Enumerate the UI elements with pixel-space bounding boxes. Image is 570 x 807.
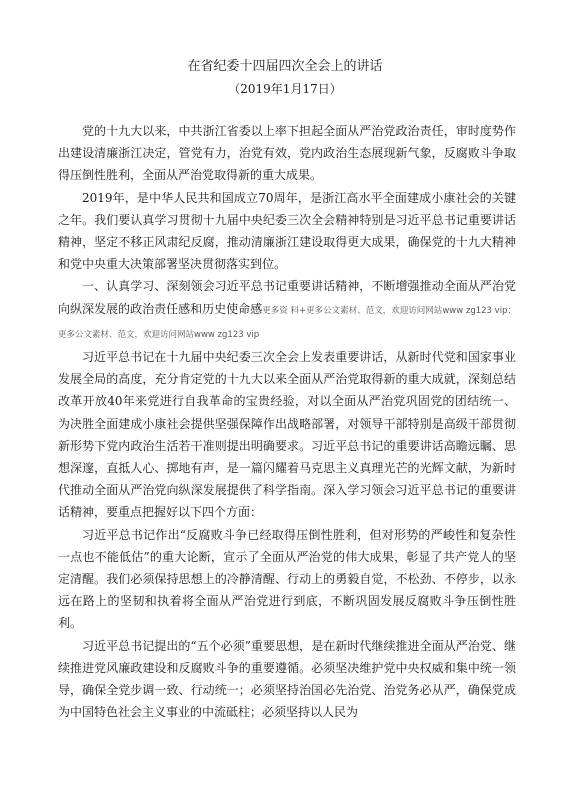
section-heading-paragraph [58, 275, 516, 346]
section-heading: 一、认真学习、深刻领会习近平总书记重要讲话精神，不断增强推动全面从严治党向纵深发展的政治责任感和历史使命感 [58, 279, 516, 316]
paragraph-1: 党的十九大以来，中共浙江省委以上率下担起全面从严治党政治责任，审时度势作出建设清廉浙江决定，管党有力，治党有效，党内政治生态展现新气象，反腐败斗争取得压倒性胜利，全面从严治党取得新的重大成果。 [58, 124, 516, 183]
paragraph-4: 习近平总书记作出“反腐败斗争已经取得压倒性胜利，但对形势的严峻性和复杂性一点也不能低估”的重大论断，宣示了全面从严治党的伟大成果，彰显了共产党人的坚定清醒。我们必须保持思想上的冷静清醒、行动上的勇毅自觉，不松劲、不停步，以永远在路上的坚韧和执着将全面从严治党进行到底，不断巩固发展反腐败斗争压倒性胜利。 [58, 527, 516, 631]
paragraph-2: 2019年，是中华人民共和国成立70周年，是浙江高水平全面建成小康社会的关键之年。我们要认真学习贯彻十九届中央纪委三次全会精神特别是习近平总书记重要讲话精神，坚定不移正风肃纪反腐，推动清廉浙江建设取得更大成果，确保党的十九大精神和党中央重大决策部署坚决贯彻落实到位。 [58, 190, 516, 272]
watermark-text: 更多资 料+更多公文素材、范文，欢迎访问网站www zg123 vip：更多公文素材、范文，欢迎访问网站www zg123 vip [58, 305, 516, 340]
document-title: 在省纪委十四届四次全会上的讲话 [187, 59, 383, 74]
document-body [58, 120, 516, 723]
document-date: （2019年1月17日） [228, 82, 342, 96]
paragraph-3: 习近平总书记在十九届中央纪委三次全会上发表重要讲话，从新时代党和国家事业发展全局的高度，充分肯定党的十九大以来全面从严治党取得新的重大成就，深刻总结改革开放40年来党进行自我革命的宝贵经验，对以全面从严治党巩固党的团结统一、为决胜全面建成小康社会提供坚强保障作出战略部署，对领导干部特别是高级干部贯彻新形势下党内政治生活若干准则提出明确要求。习近平总书记的重要讲话高瞻远瞩、思想深邃，直抵人心、掷地有声，是一篇闪耀着马克思主义真理光芒的光辉文献，为新时代推动全面从严治党向纵深发展提供了科学指南。深入学习领会习近平总书记的重要讲话精神，要重点把握好以下四个方面： [58, 350, 516, 520]
paragraph-5: 习近平总书记提出的“五个必须”重要思想，是在新时代继续推进全面从严治党、继续推进党风廉政建设和反腐败斗争的重要遵循。必须坚决维护党中央权威和集中统一领导，确保全党步调一致、行动统一；必须坚持治国必先治党、治党务必从严，确保党成为中国特色社会主义事业的中流砥柱；必须坚持以人民为 [58, 638, 516, 720]
